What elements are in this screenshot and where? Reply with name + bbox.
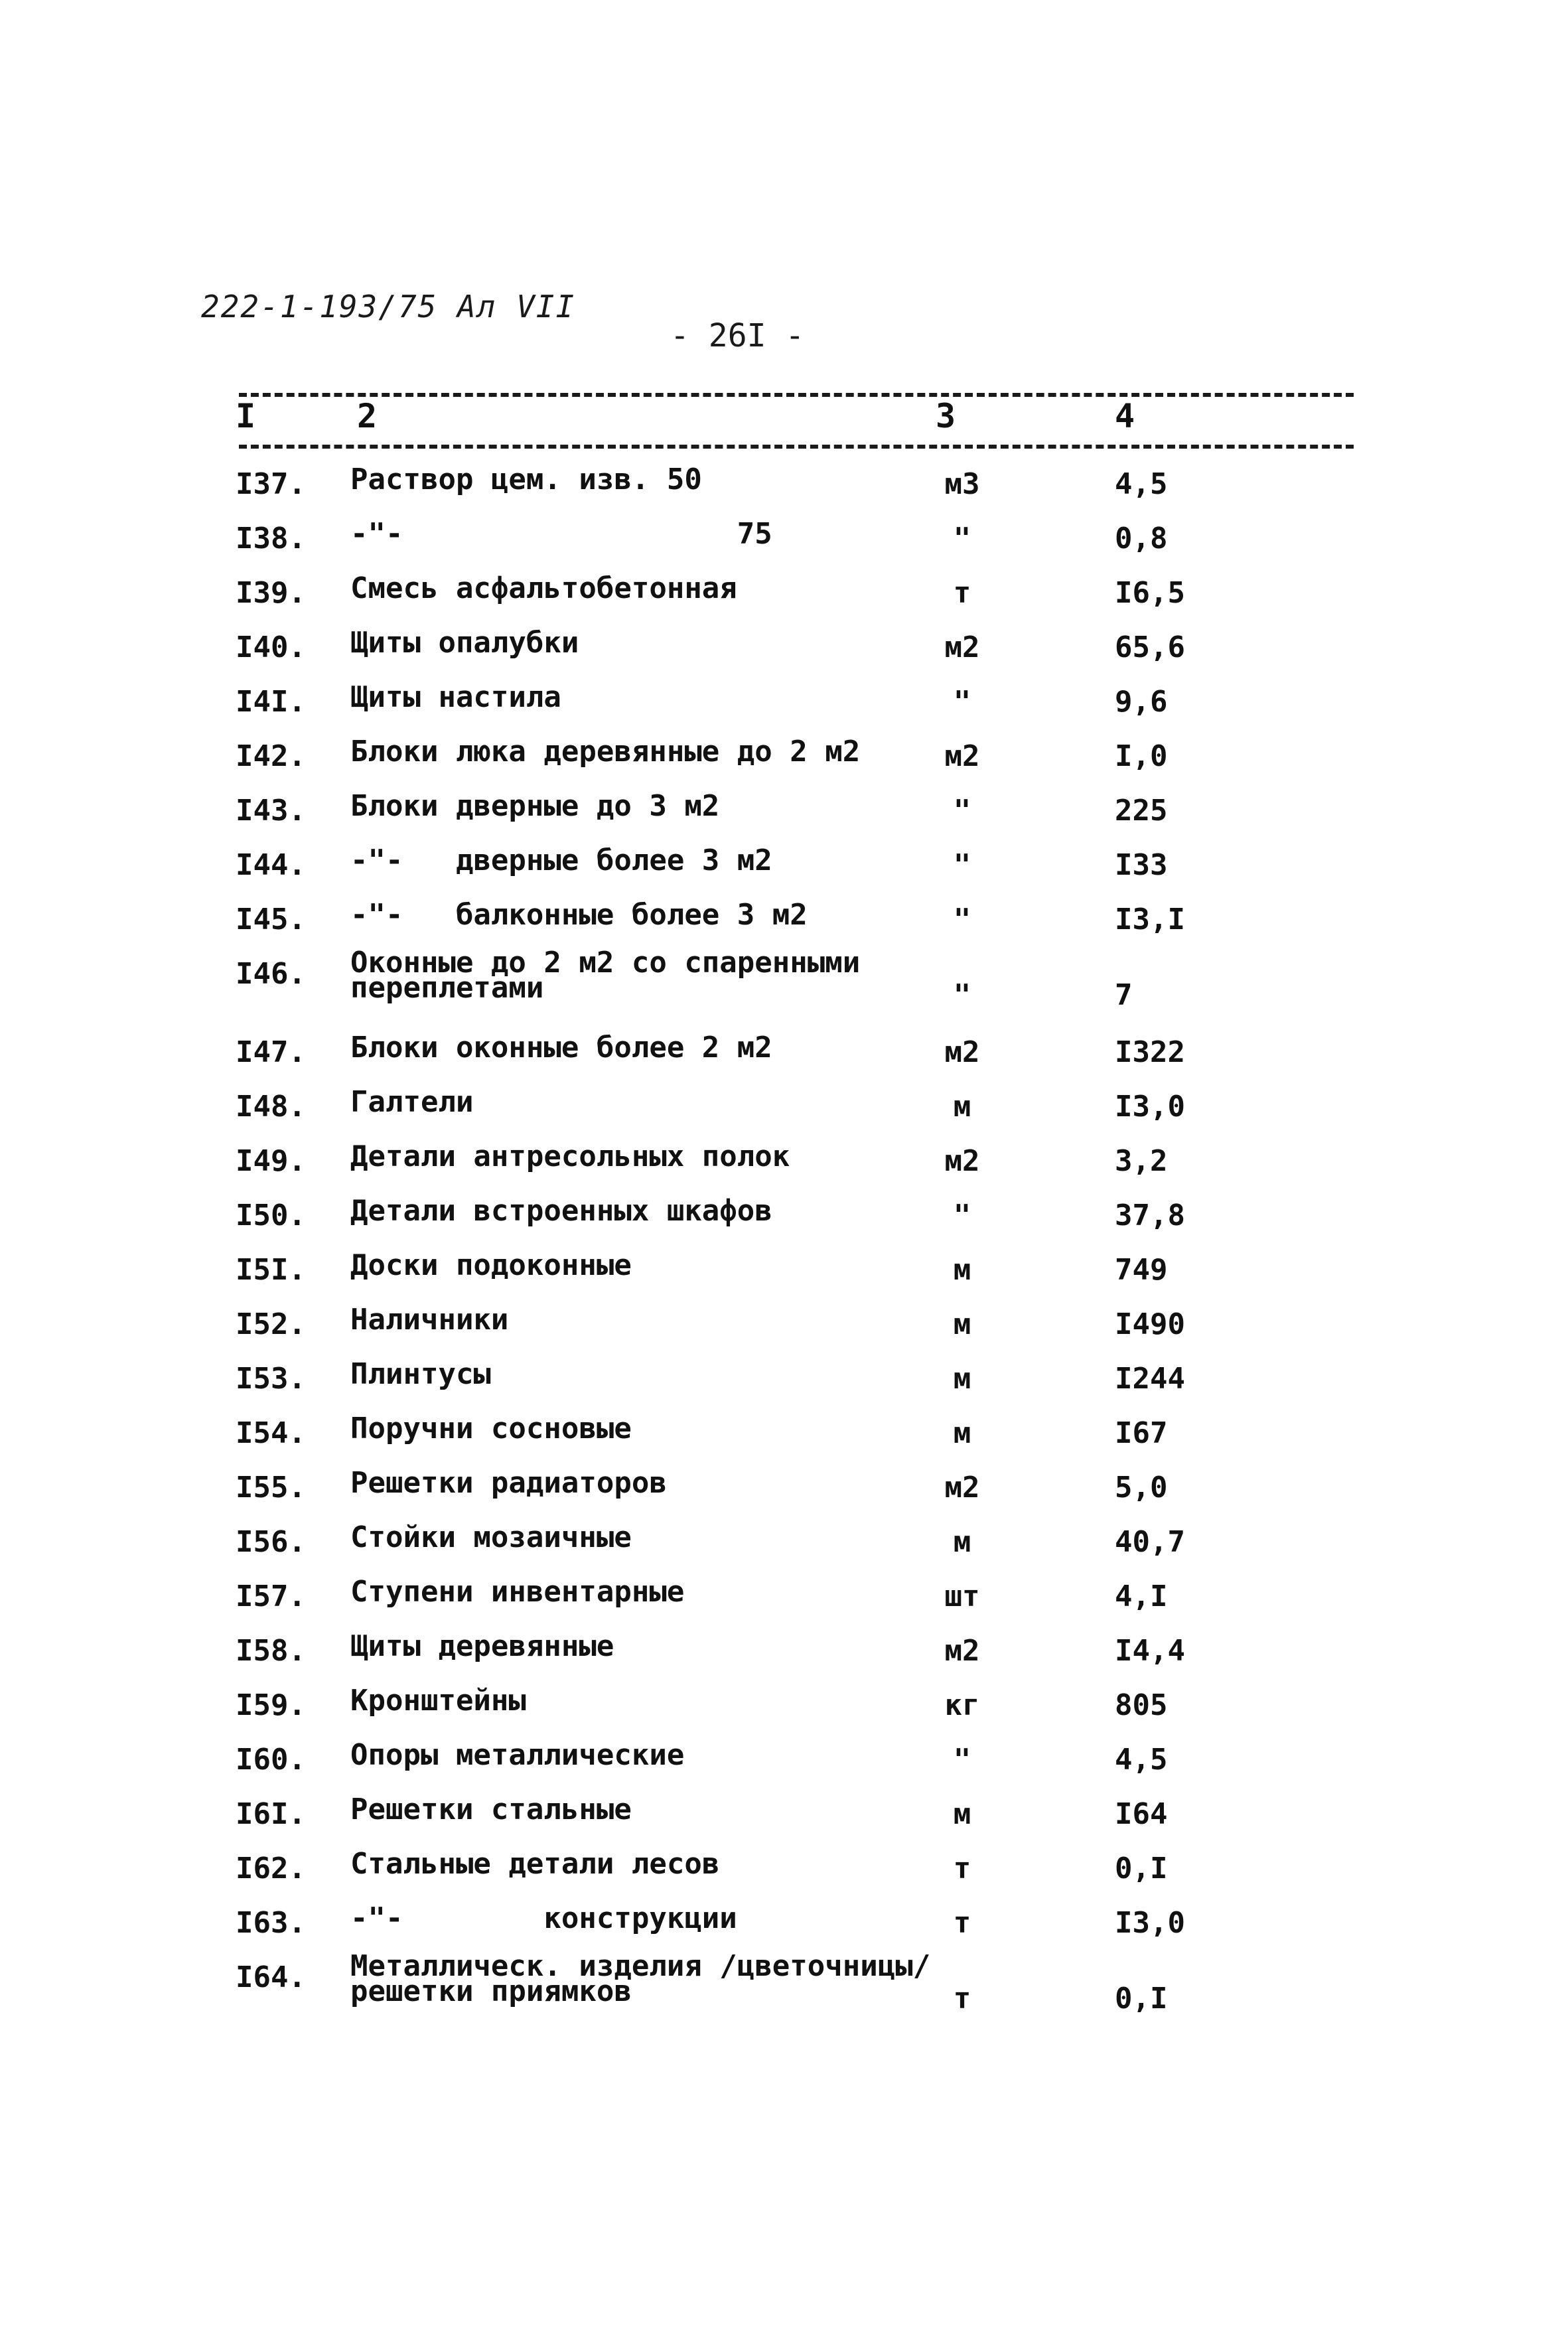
table-row bbox=[0, 948, 1568, 1026]
row-number: I4I. bbox=[236, 685, 306, 719]
unit-of-measure: м2 bbox=[944, 1035, 980, 1069]
table-row bbox=[0, 839, 1568, 893]
row-number: I52. bbox=[236, 1307, 306, 1341]
item-name: Опоры металлические bbox=[350, 1738, 685, 1772]
unit-of-measure: м bbox=[953, 1090, 971, 1124]
unit-of-measure: " bbox=[953, 1199, 971, 1232]
item-name: Металлическ. изделия /цветочницы/ решетки приямков bbox=[350, 1949, 931, 2008]
row-number: I42. bbox=[236, 739, 306, 773]
unit-of-measure: м2 bbox=[944, 739, 980, 773]
row-number: I38. bbox=[236, 522, 306, 555]
item-name: Детали встроенных шкафов bbox=[350, 1194, 772, 1228]
table-row bbox=[0, 1842, 1568, 1897]
table-row bbox=[0, 1516, 1568, 1570]
item-name: Стальные детали лесов bbox=[350, 1847, 720, 1881]
unit-of-measure: " bbox=[953, 685, 971, 719]
column-header-2: 2 bbox=[357, 397, 378, 435]
quantity: 0,8 bbox=[1115, 522, 1168, 555]
quantity: I3,0 bbox=[1115, 1090, 1185, 1124]
item-name: Поручни сосновые bbox=[350, 1412, 632, 1445]
quantity: 9,6 bbox=[1115, 685, 1168, 719]
row-number: I60. bbox=[236, 1743, 306, 1777]
unit-of-measure: м bbox=[953, 1525, 971, 1559]
item-name: Щиты опалубки bbox=[350, 626, 579, 660]
table-row bbox=[0, 1080, 1568, 1135]
quantity: I3,I bbox=[1115, 903, 1185, 936]
quantity: 4,5 bbox=[1115, 467, 1168, 501]
item-name: -"- балконные более 3 м2 bbox=[350, 898, 808, 932]
row-number: I57. bbox=[236, 1580, 306, 1613]
item-name: -"- дверные более 3 м2 bbox=[350, 844, 772, 877]
table-rule-top bbox=[239, 393, 1354, 397]
quantity: 805 bbox=[1115, 1688, 1168, 1722]
item-name: Стойки мозаичные bbox=[350, 1520, 632, 1554]
table-row bbox=[0, 1298, 1568, 1353]
table-row bbox=[0, 893, 1568, 948]
unit-of-measure: т bbox=[953, 1852, 971, 1885]
unit-of-measure: " bbox=[953, 903, 971, 936]
table-row bbox=[0, 458, 1568, 512]
table-body bbox=[0, 458, 1568, 2029]
item-name: Смесь асфальтобетонная bbox=[350, 571, 737, 605]
row-number: I40. bbox=[236, 630, 306, 664]
unit-of-measure: м2 bbox=[944, 630, 980, 664]
row-number: I37. bbox=[236, 467, 306, 501]
quantity: 4,I bbox=[1115, 1580, 1168, 1613]
column-header-1: I bbox=[236, 397, 256, 435]
unit-of-measure: " bbox=[953, 1743, 971, 1777]
table-row bbox=[0, 1189, 1568, 1244]
quantity: 3,2 bbox=[1115, 1144, 1168, 1178]
quantity: 7 bbox=[1115, 978, 1133, 1012]
unit-of-measure: " bbox=[953, 848, 971, 882]
unit-of-measure: м bbox=[953, 1307, 971, 1341]
row-number: I53. bbox=[236, 1362, 306, 1396]
table-row bbox=[0, 1733, 1568, 1788]
row-number: I50. bbox=[236, 1199, 306, 1232]
row-number: I43. bbox=[236, 794, 306, 828]
unit-of-measure: м2 bbox=[944, 1471, 980, 1505]
row-number: I58. bbox=[236, 1634, 306, 1668]
document-code: 222-1-193/75 Ал VII bbox=[201, 289, 576, 325]
item-name: Решетки радиаторов bbox=[350, 1466, 667, 1500]
unit-of-measure: т bbox=[953, 1906, 971, 1940]
unit-of-measure: м bbox=[953, 1362, 971, 1396]
quantity: 4,5 bbox=[1115, 1743, 1168, 1777]
table-row bbox=[0, 621, 1568, 676]
table-row bbox=[0, 1244, 1568, 1298]
quantity: I322 bbox=[1115, 1035, 1185, 1069]
row-number: I47. bbox=[236, 1035, 306, 1069]
item-name: Щиты настила bbox=[350, 680, 561, 714]
unit-of-measure: шт bbox=[944, 1580, 980, 1613]
quantity: I4,4 bbox=[1115, 1634, 1185, 1668]
unit-of-measure: " bbox=[953, 522, 971, 555]
row-number: I54. bbox=[236, 1416, 306, 1450]
table-row bbox=[0, 512, 1568, 567]
table-row bbox=[0, 1897, 1568, 1951]
page-number: - 26I - bbox=[670, 317, 805, 354]
row-number: I39. bbox=[236, 576, 306, 610]
quantity: I,0 bbox=[1115, 739, 1168, 773]
quantity: 37,8 bbox=[1115, 1199, 1185, 1232]
table-row bbox=[0, 567, 1568, 621]
item-name: Кронштейны bbox=[350, 1684, 526, 1718]
item-name: Решетки стальные bbox=[350, 1793, 632, 1826]
item-name: Оконные до 2 м2 со спаренными переплетами bbox=[350, 946, 861, 1005]
unit-of-measure: " bbox=[953, 978, 971, 1012]
table-row bbox=[0, 1461, 1568, 1516]
quantity: I490 bbox=[1115, 1307, 1185, 1341]
unit-of-measure: м2 bbox=[944, 1144, 980, 1178]
row-number: I64. bbox=[236, 1960, 306, 1994]
quantity: I244 bbox=[1115, 1362, 1185, 1396]
item-name: Раствор цем. изв. 50 bbox=[350, 463, 702, 496]
item-name: Блоки люка деревянные до 2 м2 bbox=[350, 735, 861, 769]
quantity: I67 bbox=[1115, 1416, 1168, 1450]
quantity: 0,I bbox=[1115, 1852, 1168, 1885]
quantity: 5,0 bbox=[1115, 1471, 1168, 1505]
row-number: I6I. bbox=[236, 1797, 306, 1831]
unit-of-measure: кг bbox=[944, 1688, 980, 1722]
item-name: Доски подоконные bbox=[350, 1248, 632, 1282]
quantity: I3,0 bbox=[1115, 1906, 1185, 1940]
item-name: Плинтусы bbox=[350, 1357, 491, 1391]
row-number: I62. bbox=[236, 1852, 306, 1885]
quantity: I64 bbox=[1115, 1797, 1168, 1831]
table-rule-bottom bbox=[239, 445, 1354, 449]
quantity: 225 bbox=[1115, 794, 1168, 828]
row-number: I55. bbox=[236, 1471, 306, 1505]
table-row bbox=[0, 676, 1568, 730]
quantity: I33 bbox=[1115, 848, 1168, 882]
table-row bbox=[0, 1788, 1568, 1842]
row-number: I49. bbox=[236, 1144, 306, 1178]
unit-of-measure: м2 bbox=[944, 1634, 980, 1668]
unit-of-measure: т bbox=[953, 576, 971, 610]
row-number: I48. bbox=[236, 1090, 306, 1124]
item-name: Наличники bbox=[350, 1303, 509, 1337]
table-row bbox=[0, 1951, 1568, 2029]
row-number: I59. bbox=[236, 1688, 306, 1722]
quantity: I6,5 bbox=[1115, 576, 1185, 610]
table-row bbox=[0, 1407, 1568, 1461]
row-number: I5I. bbox=[236, 1253, 306, 1287]
quantity: 40,7 bbox=[1115, 1525, 1185, 1559]
quantity: 65,6 bbox=[1115, 630, 1185, 664]
unit-of-measure: м3 bbox=[944, 467, 980, 501]
unit-of-measure: м bbox=[953, 1416, 971, 1450]
column-header-4: 4 bbox=[1115, 397, 1135, 435]
item-name: Щиты деревянные bbox=[350, 1629, 614, 1663]
table-row bbox=[0, 730, 1568, 784]
quantity: 749 bbox=[1115, 1253, 1168, 1287]
table-row bbox=[0, 1625, 1568, 1679]
row-number: I44. bbox=[236, 848, 306, 882]
unit-of-measure: м bbox=[953, 1253, 971, 1287]
row-number: I45. bbox=[236, 903, 306, 936]
table-row bbox=[0, 1570, 1568, 1625]
item-name: Детали антресольных полок bbox=[350, 1139, 790, 1173]
item-name: Ступени инвентарные bbox=[350, 1575, 685, 1609]
quantity: 0,I bbox=[1115, 1982, 1168, 2016]
table-row bbox=[0, 1026, 1568, 1080]
unit-of-measure: т bbox=[953, 1982, 971, 2016]
row-number: I56. bbox=[236, 1525, 306, 1559]
table-row bbox=[0, 1353, 1568, 1407]
item-name: Блоки оконные более 2 м2 bbox=[350, 1031, 772, 1065]
table-row bbox=[0, 1679, 1568, 1733]
unit-of-measure: м bbox=[953, 1797, 971, 1831]
table-row bbox=[0, 1135, 1568, 1189]
row-number: I63. bbox=[236, 1906, 306, 1940]
table-row bbox=[0, 784, 1568, 839]
item-name: -"- конструкции bbox=[350, 1901, 737, 1935]
item-name: Блоки дверные до 3 м2 bbox=[350, 789, 720, 823]
unit-of-measure: " bbox=[953, 794, 971, 828]
column-header-3: 3 bbox=[936, 397, 956, 435]
item-name: Галтели bbox=[350, 1085, 474, 1119]
row-number: I46. bbox=[236, 957, 306, 991]
item-name: -"- 75 bbox=[350, 517, 772, 551]
